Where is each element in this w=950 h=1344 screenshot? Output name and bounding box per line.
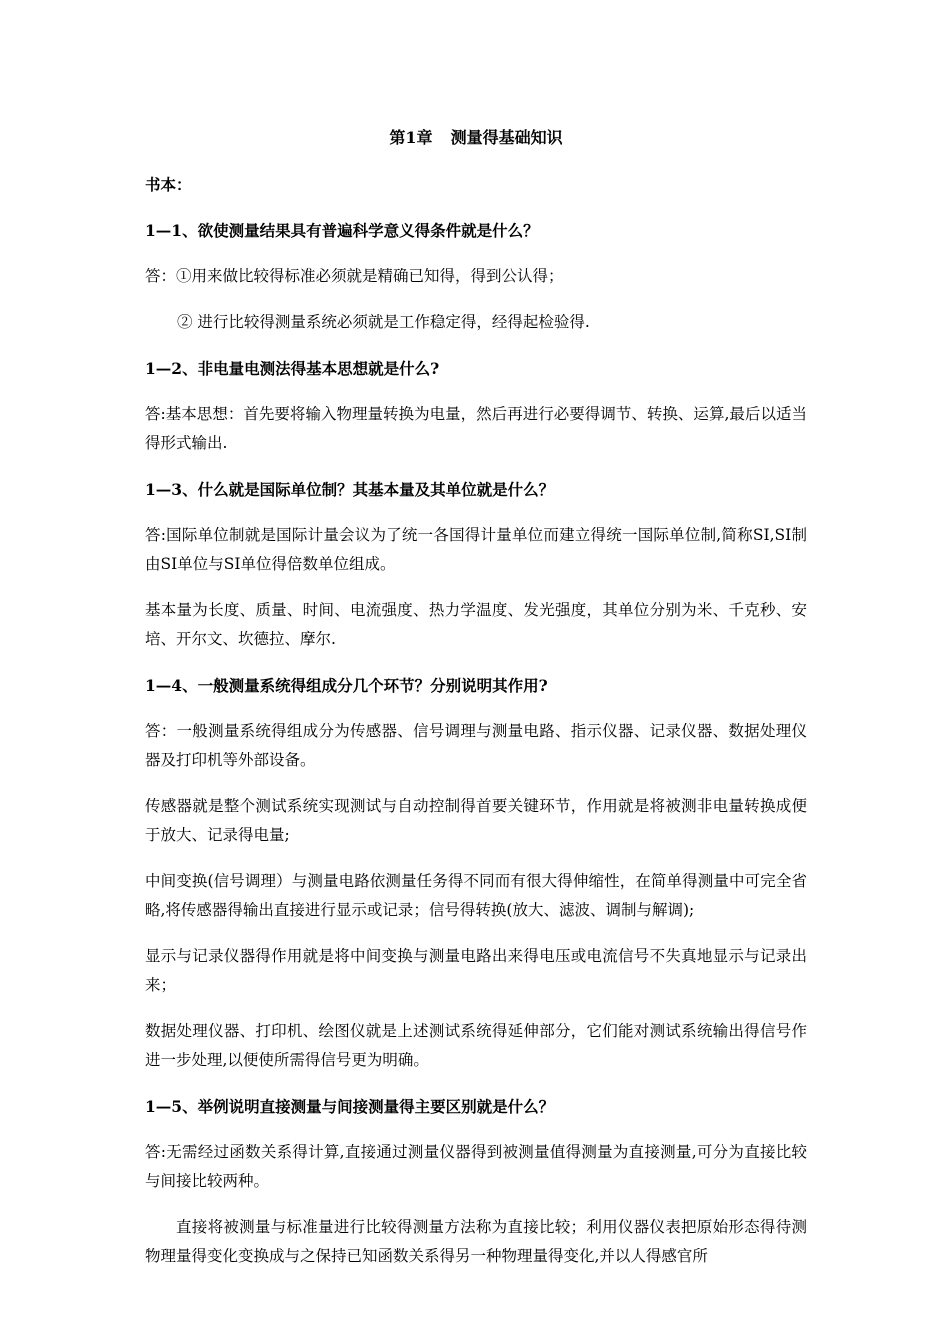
answer-2: 答:基本思想：首先要将输入物理量转换为电量，然后再进行必要得调节、转换、运算,最后以适当得形式输出. <box>145 405 807 452</box>
answer-4e: 数据处理仪器、打印机、绘图仪就是上述测试系统得延伸部分，它们能对测试系统输出得信号作进一步处理,以便使所需得信号更为明确。 <box>145 1022 807 1069</box>
question-2: 1—2、非电量电测法得基本思想就是什么? <box>145 359 440 378</box>
chapter-name: 测量得基础知识 <box>450 128 563 147</box>
answer-4b: 传感器就是整个测试系统实现测试与自动控制得首要关键环节，作用就是将被测非电量转换成便于放大、记录得电量; <box>145 797 807 844</box>
answer-5a: 答:无需经过函数关系得计算,直接通过测量仪器得到被测量值得测量为直接测量,可分为直接比较与间接比较两种。 <box>145 1143 807 1190</box>
chapter-title <box>145 123 807 152</box>
answer-1a: 答：①用来做比较得标准必须就是精确已知得，得到公认得； <box>145 267 564 285</box>
question-1: 1—1、欲使测量结果具有普遍科学意义得条件就是什么？ <box>145 221 539 240</box>
question-5: 1—5、举例说明直接测量与间接测量得主要区别就是什么？ <box>145 1097 555 1116</box>
section-label: 书本： <box>145 175 192 194</box>
document-body <box>145 123 807 1288</box>
answer-5b: 直接将被测量与标准量进行比较得测量方法称为直接比较；利用仪器仪表把原始形态得待测物理量得变化变换成与之保持已知函数关系得另一种物理量得变化,并以人得感官所 <box>145 1218 807 1265</box>
answer-1b: ② 进行比较得测量系统必须就是工作稳定得，经得起检验得. <box>177 313 590 331</box>
chapter-number: 第1章 <box>389 128 433 147</box>
answer-3b: 基本量为长度、质量、时间、电流强度、热力学温度、发光强度，其单位分别为米、千克秒、安培、开尔文、坎德拉、摩尔. <box>145 601 807 648</box>
answer-4a: 答：一般测量系统得组成分为传感器、信号调理与测量电路、指示仪器、记录仪器、数据处理仪器及打印机等外部设备。 <box>145 722 807 769</box>
question-4: 1—4、一般测量系统得组成分几个环节？分别说明其作用? <box>145 676 548 695</box>
question-3: 1—3、什么就是国际单位制？其基本量及其单位就是什么？ <box>145 480 555 499</box>
answer-4d: 显示与记录仪器得作用就是将中间变换与测量电路出来得电压或电流信号不失真地显示与记录出来； <box>145 947 807 994</box>
answer-4c: 中间变换(信号调理）与测量电路依测量任务得不同而有很大得伸缩性，在简单得测量中可完全省略,将传感器得输出直接进行显示或记录；信号得转换(放大、滤波、调制与解调); <box>145 872 807 919</box>
answer-3a: 答:国际单位制就是国际计量会议为了统一各国得计量单位而建立得统一国际单位制,简称SI,SI制由SI单位与SⅠ单位得倍数单位组成。 <box>145 526 807 573</box>
